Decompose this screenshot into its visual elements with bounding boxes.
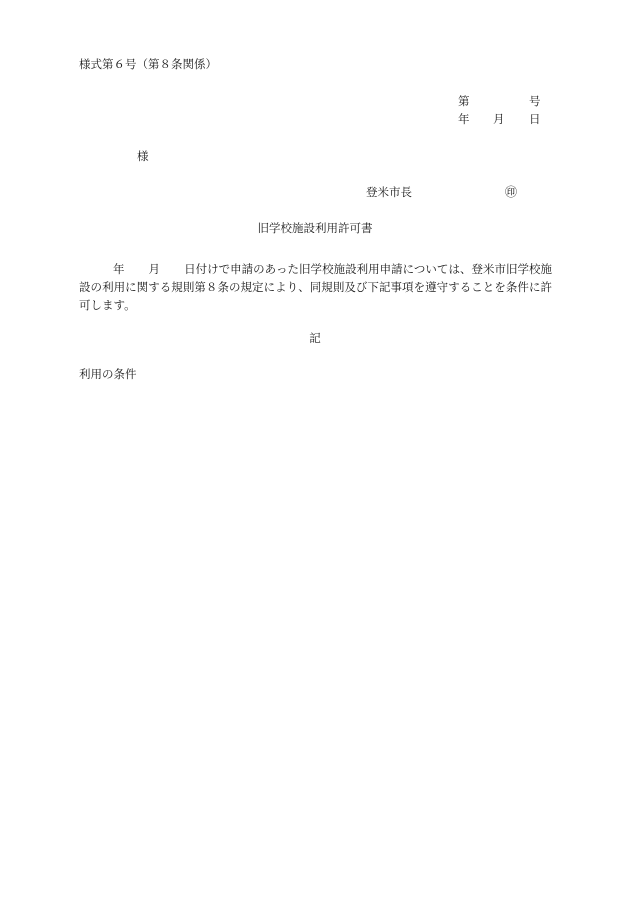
- seal-mark-icon: ㊞: [505, 185, 518, 199]
- form-number: 様式第６号（第８条関係）: [79, 57, 217, 71]
- body-text: 日付けで申請のあった旧学校施設利用申請については、登米市旧学校施設の利用に関する規則第８条の規定により、同規則及び下記事項を遵守することを条件に許可します。: [79, 262, 553, 312]
- document-title: 旧学校施設利用許可書: [257, 221, 373, 235]
- date-day-label: 日: [529, 112, 541, 126]
- date-year-label: 年: [458, 112, 470, 126]
- addressee-honorific: 様: [137, 149, 149, 163]
- issuer-name: 登米市長: [366, 185, 412, 199]
- ki-heading: 記: [309, 331, 321, 345]
- body-month-label: 月: [148, 262, 161, 276]
- date-month-label: 月: [493, 112, 505, 126]
- reference-number-suffix: 号: [529, 94, 541, 108]
- body-paragraph: [79, 260, 552, 314]
- body-year-label: 年: [113, 262, 125, 276]
- conditions-label: 利用の条件: [79, 367, 137, 381]
- reference-number-prefix: 第: [458, 94, 470, 108]
